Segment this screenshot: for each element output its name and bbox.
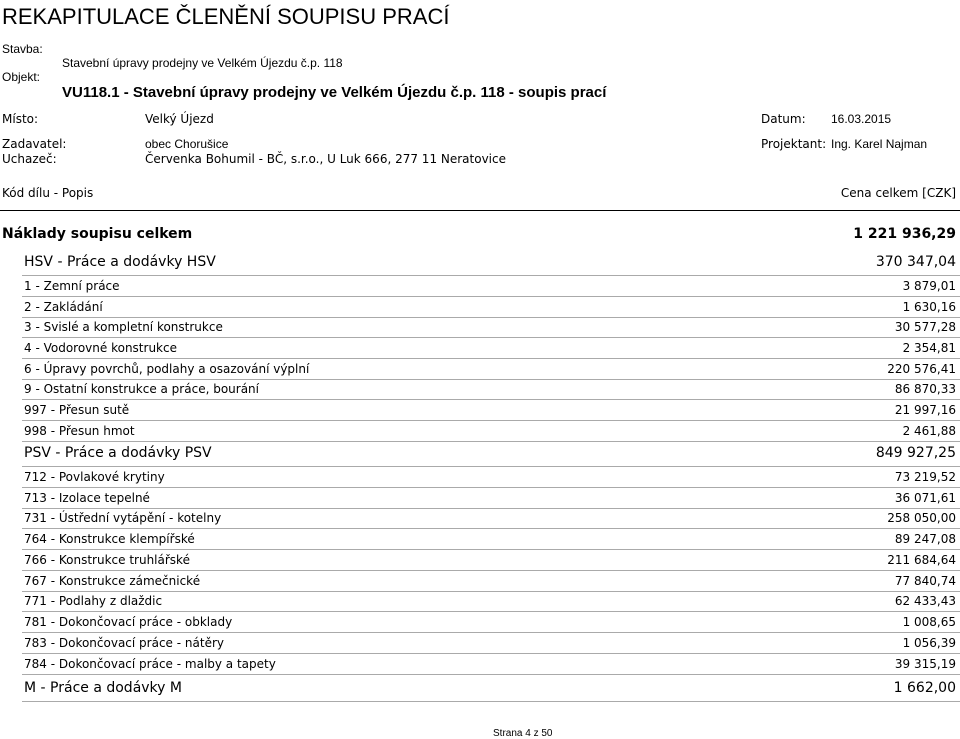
objekt-label: Objekt: xyxy=(2,70,41,84)
zadavatel-value: obec Chorušice xyxy=(145,137,229,151)
row-description: 6 - Úpravy povrchů, podlahy a osazování výplní xyxy=(24,362,310,376)
row-description: HSV - Práce a dodávky HSV xyxy=(24,254,216,270)
header-divider xyxy=(0,210,960,211)
misto-label: Místo: xyxy=(2,112,39,126)
row-divider xyxy=(22,420,960,421)
row-description: 766 - Konstrukce truhlářské xyxy=(24,553,190,567)
row-description: 2 - Zakládání xyxy=(24,300,103,314)
row-divider xyxy=(22,653,960,654)
row-value: 89 247,08 xyxy=(894,532,956,546)
row-divider xyxy=(22,570,960,571)
row-divider xyxy=(22,358,960,359)
row-value: 1 056,39 xyxy=(902,636,956,650)
row-value: 849 927,25 xyxy=(875,445,956,461)
row-value: 2 461,88 xyxy=(902,424,956,438)
datum-label: Datum: xyxy=(761,112,806,126)
row-divider xyxy=(22,399,960,400)
row-description: PSV - Práce a dodávky PSV xyxy=(24,445,212,461)
row-value: 86 870,33 xyxy=(894,382,956,396)
row-divider xyxy=(22,528,960,529)
row-description: 4 - Vodorovné konstrukce xyxy=(24,341,177,355)
row-description: 1 - Zemní práce xyxy=(24,279,120,293)
page-number: Strana 4 z 50 xyxy=(493,728,553,739)
row-description: 713 - Izolace tepelné xyxy=(24,491,150,505)
row-divider xyxy=(22,674,960,675)
row-divider xyxy=(22,611,960,612)
row-value: 370 347,04 xyxy=(875,254,956,270)
row-divider xyxy=(22,441,960,442)
zadavatel-label: Zadavatel: xyxy=(2,137,67,151)
row-description: M - Práce a dodávky M xyxy=(24,680,182,696)
row-description: Náklady soupisu celkem xyxy=(2,226,193,242)
row-divider xyxy=(22,337,960,338)
stavba-value: Stavební úpravy prodejny ve Velkém Újezdu č.p. 118 xyxy=(62,56,343,70)
row-divider xyxy=(22,317,960,318)
projektant-value: Ing. Karel Najman xyxy=(831,137,928,151)
row-divider xyxy=(22,508,960,509)
column-header-left: Kód dílu - Popis xyxy=(2,186,94,200)
row-description: 764 - Konstrukce klempířské xyxy=(24,532,195,546)
row-divider xyxy=(22,275,960,276)
row-divider xyxy=(22,487,960,488)
row-value: 258 050,00 xyxy=(887,511,956,525)
row-divider xyxy=(22,379,960,380)
row-value: 1 221 936,29 xyxy=(853,226,956,242)
objekt-value: VU118.1 - Stavební úpravy prodejny ve Velkém Újezdu č.p. 118 - soupis prací xyxy=(62,84,607,101)
row-divider xyxy=(22,549,960,550)
row-value: 73 219,52 xyxy=(894,470,956,484)
row-value: 30 577,28 xyxy=(894,320,956,334)
row-value: 36 071,61 xyxy=(894,491,956,505)
uchazec-label: Uchazeč: xyxy=(2,152,57,166)
row-description: 783 - Dokončovací práce - nátěry xyxy=(24,636,224,650)
projektant-label: Projektant: xyxy=(761,137,827,151)
row-description: 712 - Povlakové krytiny xyxy=(24,470,165,484)
row-description: 781 - Dokončovací práce - obklady xyxy=(24,615,233,629)
row-value: 39 315,19 xyxy=(894,657,956,671)
page-title: REKAPITULACE ČLENĚNÍ SOUPISU PRACÍ xyxy=(2,4,450,29)
row-value: 220 576,41 xyxy=(887,362,956,376)
row-description: 997 - Přesun sutě xyxy=(24,403,130,417)
row-description: 767 - Konstrukce zámečnické xyxy=(24,574,201,588)
row-divider xyxy=(22,296,960,297)
row-description: 771 - Podlahy z dlaždic xyxy=(24,594,163,608)
row-description: 3 - Svislé a kompletní konstrukce xyxy=(24,320,223,334)
row-value: 3 879,01 xyxy=(902,279,956,293)
row-value: 62 433,43 xyxy=(894,594,956,608)
row-value: 2 354,81 xyxy=(902,341,956,355)
row-description: 9 - Ostatní konstrukce a práce, bourání xyxy=(24,382,259,396)
row-value: 211 684,64 xyxy=(887,553,956,567)
row-divider xyxy=(22,701,960,702)
row-value: 1 630,16 xyxy=(902,300,956,314)
row-description: 784 - Dokončovací práce - malby a tapety xyxy=(24,657,276,671)
row-value: 77 840,74 xyxy=(894,574,956,588)
column-header-right: Cena celkem [CZK] xyxy=(840,186,956,200)
row-description: 998 - Přesun hmot xyxy=(24,424,135,438)
row-value: 21 997,16 xyxy=(894,403,956,417)
row-divider xyxy=(22,632,960,633)
misto-value: Velký Újezd xyxy=(145,112,214,126)
row-divider xyxy=(22,591,960,592)
datum-value: 16.03.2015 xyxy=(831,112,892,126)
row-value: 1 008,65 xyxy=(902,615,956,629)
stavba-label: Stavba: xyxy=(2,42,43,56)
uchazec-value: Červenka Bohumil - BČ, s.r.o., U Luk 666, 277 11 Neratovice xyxy=(145,152,506,166)
row-description: 731 - Ústřední vytápění - kotelny xyxy=(24,511,222,525)
row-divider xyxy=(22,466,960,467)
row-value: 1 662,00 xyxy=(893,680,956,696)
